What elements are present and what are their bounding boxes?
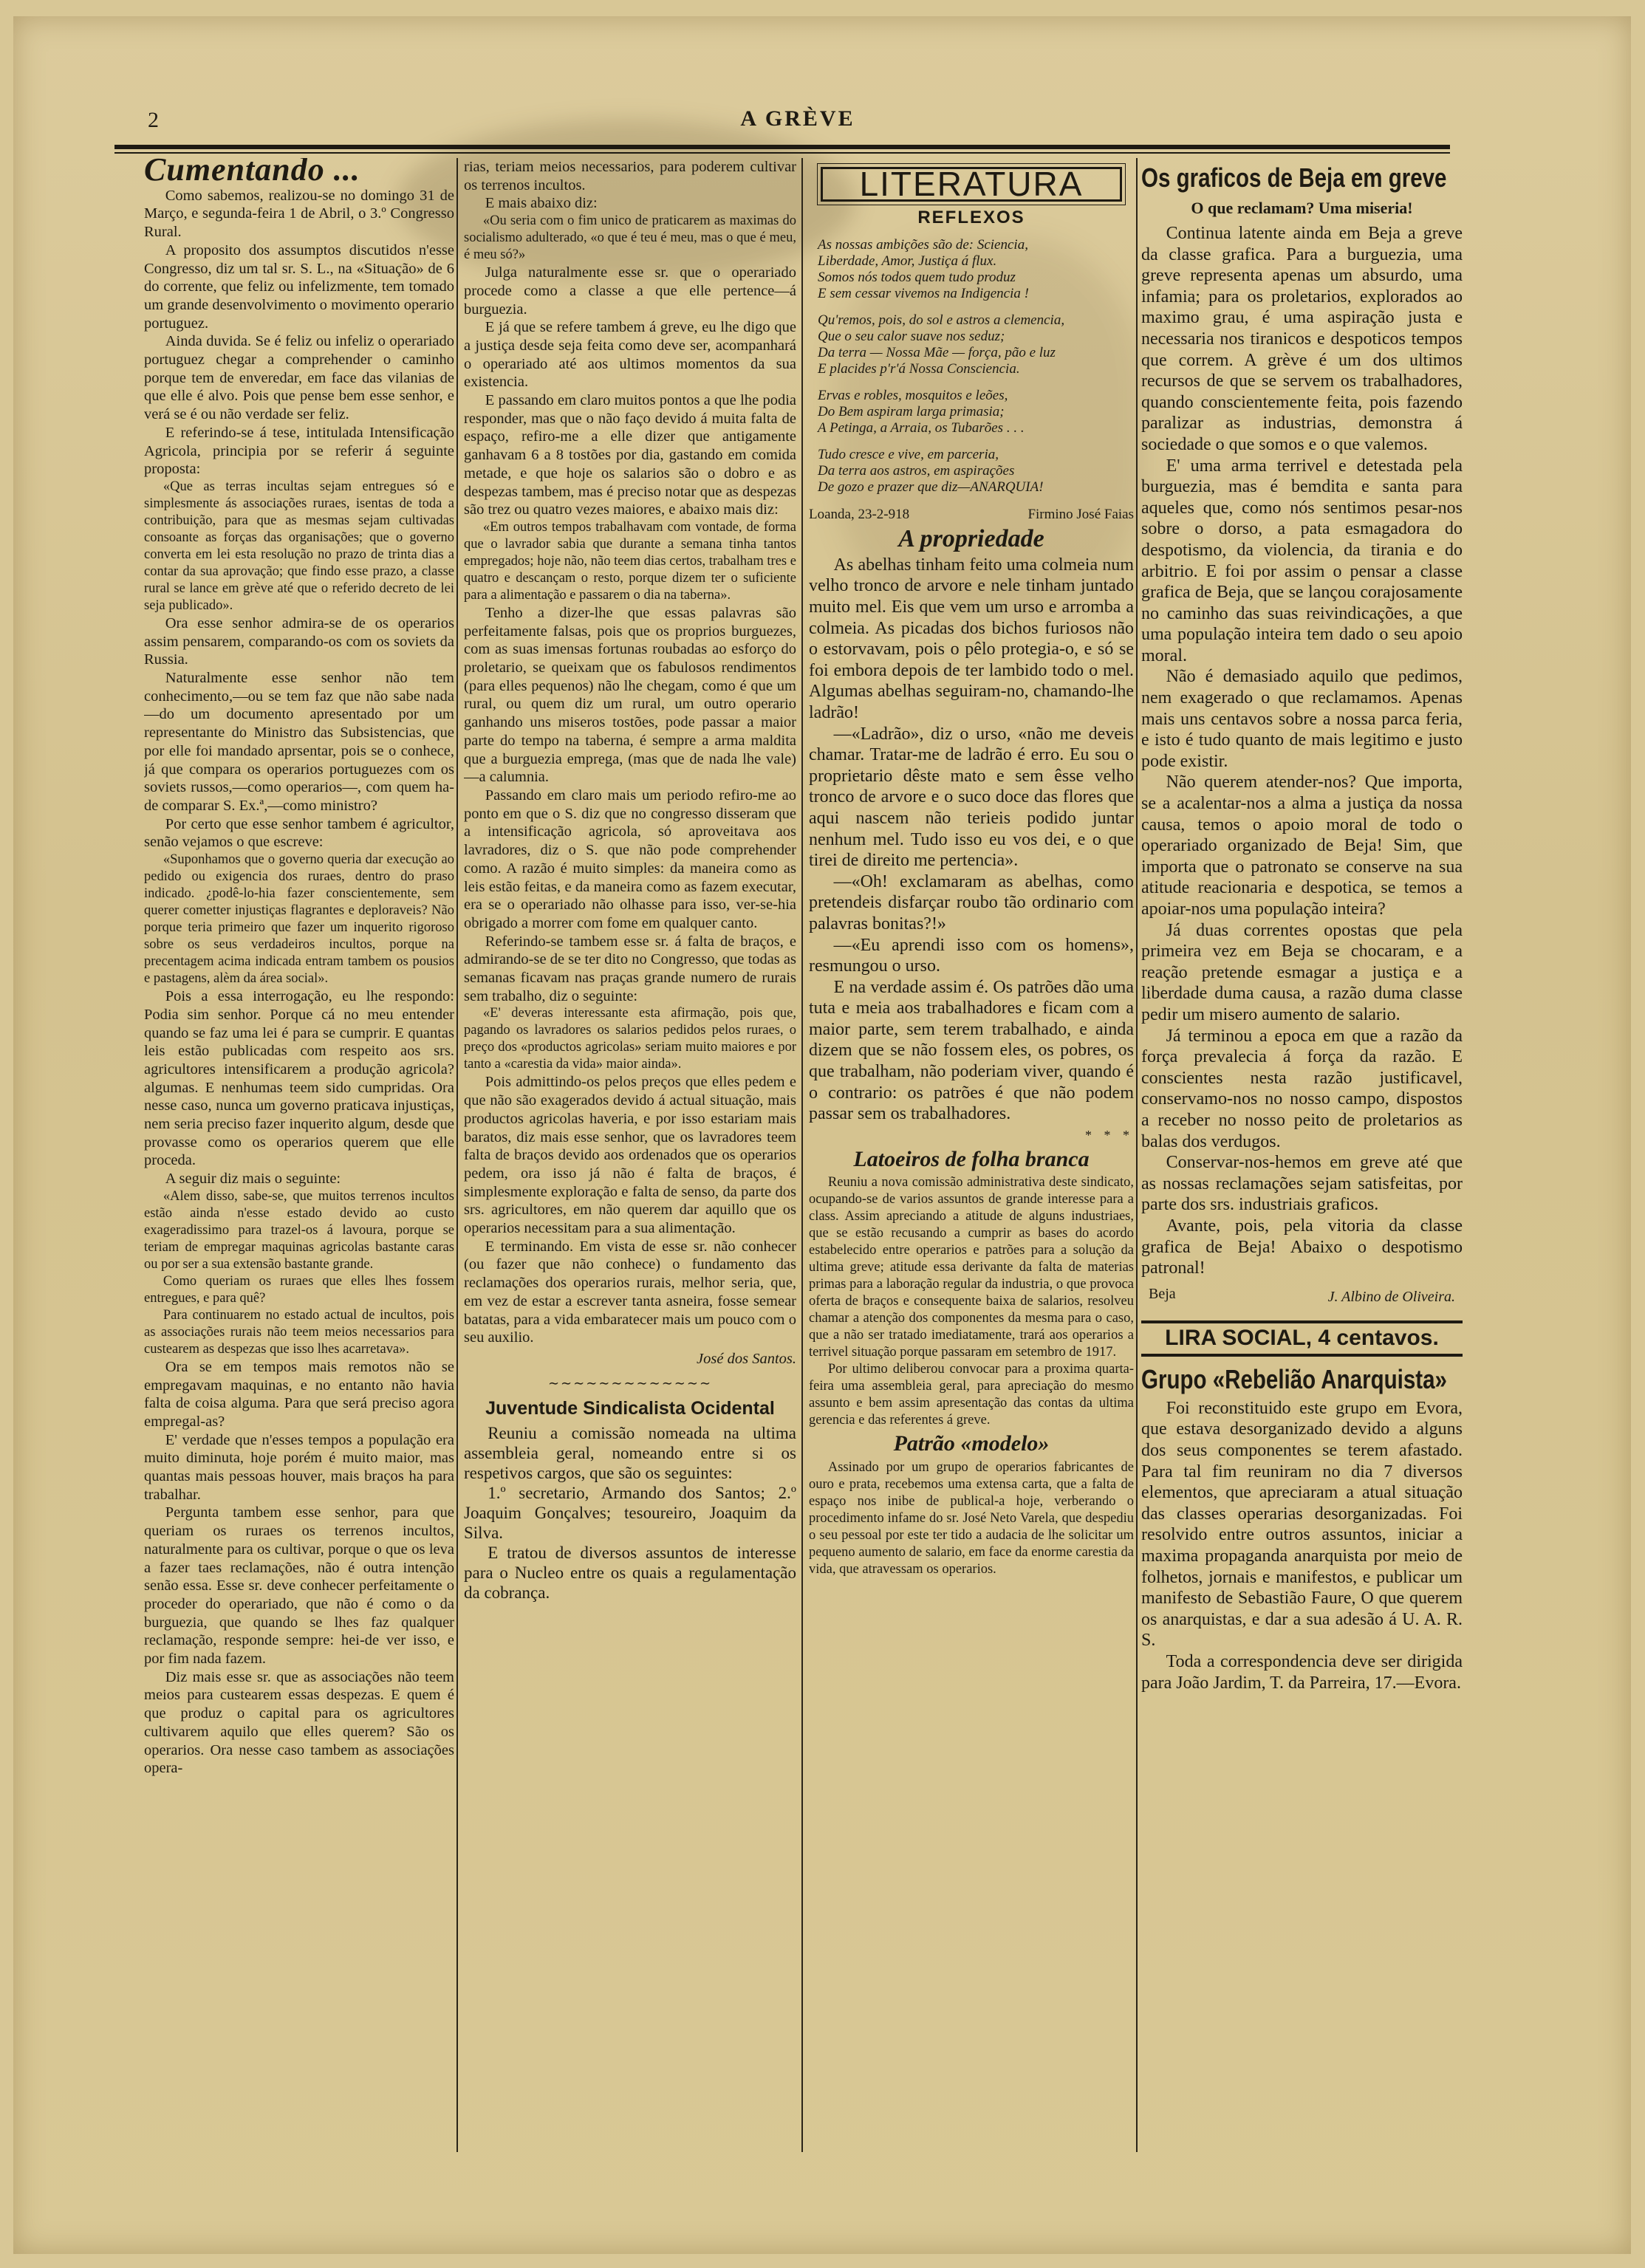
poem-title: REFLEXOS [917, 207, 1025, 227]
masthead: A GRÈVE [740, 106, 855, 131]
paragraph: Pois a essa interrogação, eu lhe respondo: Podia sim senhor. Porque cá no meu entender quando se faz uma lei é para se cumprir. E quantas leis estão publicadas com respeito aos srs. agricultores intensificarem a produção agricola? algumas. E nenhumas teem sido cumpridas. Ora nesse caso, nunca um governo praticava injustiças, nem seria preciso fazer inquerito algum, desde que provasse como os operarios querem que elle proceda. [144, 988, 454, 1169]
verse-line: Da terra aos astros, em aspirações [818, 463, 1015, 479]
article-signoff [1141, 1284, 1463, 1311]
quote: «Em outros tempos trabalhavam com vontade, de forma que o lavrador sabia que durante a semana tinha tantos empregados; hoje não, não teem dias certos, trabalham tres e quatro e descançam o resto, porque dizem ter o suficiente para a alimentação e passarem o dia na taberna». [464, 519, 796, 603]
paragraph: E na verdade assim é. Os patrões dão uma tuta e meia aos trabalhadores e ficam com a maior parte, sem terem trabalhado, e ainda dizem que se não fossem eles, os pobres, os que trabalham, não poderiam viver, quando é o contrario: os patrões é que não podem passar sem os trabalhadores. [809, 977, 1134, 1124]
paragraph: rias, teriam meios necessarios, para poderem cultivar os terrenos incultos. [464, 159, 796, 193]
page-number: 2 [148, 108, 159, 132]
paragraph: E tratou de diversos assuntos de interesse para o Nucleo entre os quais a regulamentação da cobrança. [464, 1544, 796, 1603]
paragraph: Pergunta tambem esse senhor, para que queriam os ruraes os terrenos incultos, naturalmente para os cultivar, porque o que os leva a fazer taes reclamações, não é outra intenção senão essa. Esse sr. deve conhecer perfeitamente o proceder do operariado, que não é como o da burguezia, que quando se lhes faz qualquer reclamação, responde sempre: hei-de ver isso, e por fim nada fazem. [144, 1504, 454, 1668]
paragraph: Já terminou a epoca em que a razão da força prevalecia á força da razão. E conscientes nesta razão justificavel, conservamo-nos no nosso campo, dispostos a receber no nosso peito de proletarios as balas dos verdugos. [1141, 1026, 1463, 1151]
article-title-juventude: Juventude Sindicalista Ocidental [485, 1398, 775, 1419]
header-rule [114, 145, 1450, 149]
section-stars: * * * [1085, 1127, 1134, 1142]
paragraph: E terminando. Em vista de esse sr. não conhecer (ou fazer que não conhece) o fundamento das reclamações dos operarios rurais, melhor seria, que, em vez de estar a escrever tanta asneira, fosse semear batatas, para a vida embaratecer mais um pouco com o seu auxilio. [464, 1238, 796, 1346]
quote: «Ou seria com o fim unico de praticarem as maximas do socialismo adulterado, «o que é teu é meu, mas o que é meu, é meu só?» [464, 213, 796, 263]
verse-line: Ervas e robles, mosquitos e leões, [818, 388, 1008, 404]
article-title-latoeiros: Latoeiros de folha branca [853, 1146, 1090, 1171]
paragraph: E mais abaixo diz: [485, 195, 598, 212]
paragraph: Toda a correspondencia deve ser dirigida para João Jardim, T. da Parreira, 17.—Evora. [1141, 1652, 1463, 1693]
column-divider [456, 158, 458, 2152]
paragraph: Avante, pois, pela vitoria da classe grafica de Beja! Abaixo o despotismo patronal! [1141, 1216, 1463, 1278]
paragraph: Não é demasiado aquilo que pedimos, nem exagerado o que reclamamos. Apenas mais uns centavos sobre a nossa parca feria, e isto é tudo quanto de mais legitimo e justo pode existir. [1141, 667, 1463, 771]
verse-line: Da terra — Nossa Mãe — força, pão e luz [818, 345, 1056, 361]
verse-line: Somos nós todos quem tudo produz [818, 270, 1016, 286]
verse-line: Tudo cresce e vive, em parceria, [818, 447, 999, 463]
article-title-cumentando: Cumentando ... [144, 158, 360, 188]
article-subtitle-graficos: O que reclamam? Uma miseria! [1191, 199, 1413, 217]
verse-line: E placides p'r'á Nossa Consciencia. [818, 361, 1020, 377]
paragraph: Diz mais esse sr. que as associações não teem meios para custearem essas despezas. E quem é que produz o capital para os agricultores cultivarem aquilo que elles querem? São os operarios. Ora nesse caso tambem as associações opera- [144, 1668, 454, 1777]
verse-line: E sem cessar vivemos na Indigencia ! [818, 286, 1029, 302]
column-4 [1141, 158, 1463, 2159]
paragraph: Já duas correntes opostas que pela primeira vez em Beja se chocaram, e a reação pretende esmagar a justiça e a liberdade duma causa, a razão duma classe pedir um misero aumento de salario. [1141, 920, 1463, 1024]
paragraph: Assinado por um grupo de operarios fabricantes de ouro e prata, recebemos uma extensa carta, que a falta de espaço nos inibe de publical-a hoje, verberando o procedimento infame do sr. José Neto Varela, que despediu o seu pessoal por este ter tido a audacia de lhe solicitar um pequeno aumento de salario, em face da enorme carestia da vida, que atravessam os operarios. [809, 1459, 1134, 1577]
column-1 [144, 158, 454, 2159]
article-title-grupo: Grupo «Rebelião Anarquista» [1141, 1363, 1447, 1394]
column-divider [801, 158, 803, 2152]
paragraph: Ora se em tempos mais remotos não se empregavam maquinas, e no entanto não havia falta de coisa alguma. Para que será preciso agora empregal-as? [144, 1358, 454, 1430]
poem-date: Loanda, 23-2-918 [809, 507, 910, 523]
literatura-heading: LITERATURA [821, 167, 1122, 202]
quote: «Que as terras incultas sejam entregues só e simplesmente ás associações ruraes, isentas de toda a contribuição, para que as mesmas sejam cultivadas consoante as forças das organisações; que o governo converta em lei esta resolução no prazo de trinta dias a contar da sua aprovação; que findo esse prazo, a classe rural se lance em grève até que o referido decreto de lei seja publicado». [144, 479, 454, 613]
column-divider [1136, 158, 1138, 2152]
paragraph: 1.º secretario, Armando dos Santos; 2.º Joaquim Gonçalves; tesoureiro, Joaquim da Silva. [464, 1484, 796, 1543]
paragraph: Ora esse senhor admira-se de os operarios assim pensarem, comparando-os com os soviets da Russia. [144, 614, 454, 668]
paragraph: Continua latente ainda em Beja a greve da classe grafica. Para a burguezia, uma greve representa apenas um absurdo, uma infamia; para os proletarios, explorados ao maximo grau, é uma aspiração justa e necessaria nos tiranicos e despoticos tempos que correm. A grève é um dos ultimos recursos de que se servem os trabalhadores, quando conscientemente feita, pois fazendo paralizar as industrias, demonstra á sociedade o que somos e o que valemos. [1141, 224, 1463, 454]
paragraph: E' verdade que n'esses tempos a população era muito diminuta, hoje porém é muito maior, mas quantas mais pessoas houver, mais braços ha para trabalhar. [144, 1431, 454, 1503]
column-2 [464, 158, 796, 2159]
paragraph: —«Ladrão», diz o urso, «não me deveis chamar. Tratar-me de ladrão é erro. Eu sou o proprietario dêste mato e sem êsse velho tronco de arvore e o suco doce das flores que aqui nascem não terieis podido juntar nenhum mel. Tudo isso eu vos dei, e o que tirei de direito me pertencia». [809, 724, 1134, 871]
paragraph: Conservar-nos-hemos em greve até que as nossas reclamações sejam satisfeitas, por parte dos srs. industriais graficos. [1141, 1153, 1463, 1215]
paragraph: Pois admittindo-os pelos preços que elles pedem e que não são exagerados devido á actual situação, mais productos agricolas haveria, e por isso estariam mais baratos, diz mais esse senhor, que os lavradores teem falta de braços devido aos ordenados que os operarios pedem, ora isso já não é falta de braços, é simplesmente exploração e falta de senso, da parte dos srs. agricultores, em não querem dar aquillo que os operarios necessitam para a sua alimentação. [464, 1074, 796, 1237]
paragraph: Ainda duvida. Se é feliz ou infeliz o operariado portuguez chegar a comprehender o caminho porque tem de enveredar, em face das vilanias de que elle é alvo. Pois que pense bem esse senhor, e verá se é ou não verdade ser feliz. [144, 333, 454, 423]
paragraph: E referindo-se á tese, intitulada Intensificação Agricola, principia por se referir á seguinte proposta: [144, 424, 454, 478]
paragraph: Naturalmente esse senhor não tem conhecimento,—ou se tem faz que não sabe nada—do um documento apresentado por um representante do Ministro das Subsistencias, que por elle foi mandado aprsentar, pois se o conhece, já que compara os operarios portuguezes com os soviets russos,—como operarios—, com quem ha-de comparar S. Ex.ª,—como ministro? [144, 670, 454, 814]
article-title-patrao: Patrão «modelo» [893, 1431, 1050, 1456]
column-3 [809, 158, 1134, 2159]
paragraph: As abelhas tinham feito uma colmeia num velho tronco de arvore e nele tinham juntado muito mel. Eis que vem um urso e arromba a colmeia. As picadas dos bichos furiosos não o estorvavam, pois o pêlo protegia-o, e só se foi embora depois de ter lambido todo o mel. Algumas abelhas seguiram-no, chamando-lhe ladrão! [809, 555, 1134, 722]
paragraph: —«Oh! exclamaram as abelhas, como pretendeis disfarçar roubo tão ordinario com palavras bonitas?!» [809, 871, 1134, 933]
poem-stanza [818, 447, 1134, 496]
signoff-place: Beja [1149, 1285, 1176, 1302]
paragraph: A seguir diz mais o seguinte: [165, 1171, 341, 1188]
paragraph: E já que se refere tambem á greve, eu lhe digo que a justiça desde seja feita como deve ser, acompanhará o operariado até aos ultimos momentos da sua existencia. [464, 319, 796, 391]
verse-line: Liberdade, Amor, Justiça á flux. [818, 253, 997, 270]
verse-line: Do Bem aspiram larga primasia; [818, 404, 1005, 420]
paragraph: Não querem atender-nos? Que importa, se a acalentar-nos a alma a justiça da nossa causa, temos o apoio moral de todo o operariado organizado de Beja! Sim, que importa que o patronato se conserve na sua atitude reacionaria e despotica, se temos a apoiar-nos uma população inteira? [1141, 772, 1463, 919]
lira-social-notice: LIRA SOCIAL, 4 centavos. [1141, 1320, 1463, 1357]
quote: Para continuarem no estado actual de incultos, pois as associações rurais não teem meios necessarios para custearem as despezas que isso lhes acarretava». [144, 1307, 454, 1357]
quote: «Suponhamos que o governo queria dar execução ao pedido ou exigencia dos ruraes, dentro do praso indicado. ¿podê-lo-hia fazer conscientemente, sem querer cometter injustiças flagrantes e deploraveis? Não porque teria primeiro que fazer um inquerito rigoroso sobre os seus verdadeiros incultos, porque na precentagem acima indicada entram tambem os pousios e pastagens, alèm da área social». [144, 852, 454, 987]
signature: J. Albino de Oliveira. [1327, 1288, 1455, 1305]
paragraph: Por ultimo deliberou convocar para a proxima quarta-feira uma assembleia geral, para apreciação do mesmo assunto e bem assim apresentação das contas da ultima gerencia e das referentes á greve. [809, 1362, 1134, 1428]
poem-author: Firmino José Faias [1027, 507, 1134, 523]
paragraph: A proposito dos assumptos discutidos n'esse Congresso, diz um tal sr. S. L., na «Situação» de 6 do corrente, que feliz ou infelizmente, tem tomado um grande desenvolvimento o movimento operario portuguez. [144, 241, 454, 332]
quote: Como queriam os ruraes que elles lhes fossem entregues, e para quê? [144, 1273, 454, 1306]
verse-line: A Petinga, a Arraia, os Tubarões . . . [818, 420, 1025, 436]
paragraph: Julga naturalmente esse sr. que o operariado procede como a classe a que elle pertence—á burguezia. [464, 264, 796, 318]
paragraph: Como sabemos, realizou-se no domingo 31 de Março, e segunda-feira 1 de Abril, o 3.º Congresso Rural. [144, 187, 454, 241]
poem-dateline [809, 506, 1134, 524]
paragraph: —«Eu aprendi isso com os homens», resmungou o urso. [809, 935, 1134, 976]
paragraph: E' uma arma terrivel e detestada pela burguezia, mas é bemdita e santa para aqueles que, como nós sentimos pesar-nos sobre o dorso, a pata esmagadora do despotismo, da violencia, da tirania e do arbitrio. E foi por assim o pensar a classe grafica de Beja, que se lançou corajosamente no caminho das suas reivindicações, a que uma população inteira tem dado o seu apoio moral. [1141, 456, 1463, 665]
article-title-propriedade: A propriedade [898, 525, 1044, 553]
paragraph: Reuniu a comissão nomeada na ultima assembleia geral, nomeando entre si os respetivos cargos, que são os seguintes: [464, 1424, 796, 1483]
paragraph: Reuniu a nova comissão administrativa deste sindicato, ocupando-se de varios assuntos de grande interesse para a class. Assim apreciando a atitude de alguns industriaes, que se estão recusando a cumprir as bases do acordo estabelecido entre operarios e patrões para a solução da ultima greve; atitude essa derivante da falta de materias primas para a laboração regular da industria, o que provoca oferta de braços e consequente baixa de salarios, resolveu chamar a atenção dos componentes da mesma para o caso, que a não ser tratado imediatamente, trará aos operarios a terrivel situação porque passaram em setembro de 1917. [809, 1175, 1134, 1360]
verse-line: Que o seu calor suave nos seduz; [818, 329, 1005, 345]
divider-flourish: ∼∼∼∼∼∼∼∼∼∼∼∼∼ [547, 1375, 713, 1391]
signature: José dos Santos. [697, 1350, 796, 1367]
paragraph: Tenho a dizer-lhe que essas palavras são perfeitamente falsas, pois que os proprios burguezes, com as suas imensas fortunas roubadas ao esforço do proletario, se queixam que os fabulosos rendimentos (para elles pequenos) não lhe chegam, como é que um rural, ou quem diz um rural, um outro operario ganhando uns miseros tostões, pode passar a maior parte do tempo na taberna, é sempre a arma maldita que a burguezia emprega, (mas que de nada lhe vale)—a calumnia. [464, 604, 796, 786]
verse-line: Qu'remos, pois, do sol e astros a clemencia, [818, 312, 1065, 329]
verse-line: De gozo e prazer que diz—ANARQUIA! [818, 479, 1044, 496]
paragraph: Passando em claro mais um periodo refiro-me ao ponto em que o S. diz que no congresso disseram que a intensificação agricola, só aproveitava aos lavradores, diz o S. que não pode comprehender como. A razão é muito simples: da maneira como as leis estão feitas, e da maneira como as fazem executar, era se o operariado não olhasse para isso, ver-se-hia obrigado a morrer com fome em qualquer canto. [464, 787, 796, 931]
quote: «E' deveras interessante esta afirmação, pois que, pagando os lavradores os salarios pedidos pelos ruraes, o preço dos «productos agricolas» seriam muito maiores e por tanto a «carestia da vida» maior ainda». [464, 1006, 796, 1072]
paragraph: Foi reconstituido este grupo em Evora, que estava desorganizado devido a alguns dos seus componentes se terem afastado. Para tal fim reuniram no dia 7 diversos elementos, que apreciaram a atual situação das classes operarias desorganizadas. Foi resolvido entre outros assuntos, iniciar a maxima propaganda anarquista por meio de folhetos, jornais e manifestos, e publicar um manifesto de Sebastião Faure, O que querem os anarquistas, e dar a sua adesão á U. A. R. S. [1141, 1398, 1463, 1651]
article-title-graficos: Os graficos de Beja em greve [1141, 162, 1447, 193]
poem-stanza [818, 237, 1134, 302]
header-rule-thin [114, 152, 1450, 154]
paragraph: Por certo que esse senhor tambem é agricultor, senão vejamos o que escreve: [144, 815, 454, 851]
page-header [148, 103, 1448, 148]
poem-stanza [818, 388, 1134, 436]
paragraph: E passando em claro muitos pontos a que lhe podia responder, mas que o não faço devido á muita falta de espaço, refiro-me a elle dizer que antigamente ganhavam 6 a 8 tostões por dia, gastando em comida metade, e que hoje os salarios são o dobro e as despezas tambem, mas é preciso notar que as despezas são trez ou quatro vezes maiores, e abaixo mais diz: [464, 392, 796, 518]
poem-stanza [818, 312, 1134, 377]
verse-line: As nossas ambições são de: Sciencia, [818, 237, 1028, 253]
paragraph: Referindo-se tambem esse sr. á falta de braços, e admirando-se de se ter dito no Congresso, que todas as semanas ficavam nas praças grande numero de rurais sem trabalho, diz o seguinte: [464, 933, 796, 1004]
quote: «Alem disso, sabe-se, que muitos terrenos incultos estão ainda n'esse estado devido ao custo exageradissimo para trazel-os á lavoura, porque se teriam de empregar maquinas agricolas bastante caras ou por ser a sua extensão bastante grande. [144, 1188, 454, 1272]
